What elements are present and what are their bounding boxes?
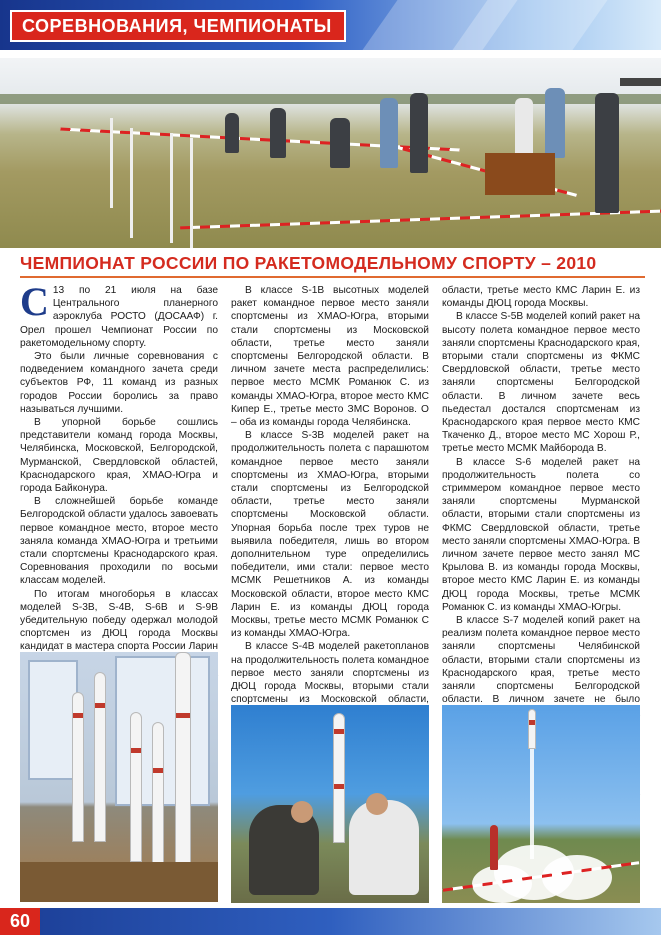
article-paragraph: В классе S-4B моделей ракетопланов на продолжительность полета командное первое место заняли спортсмены из ДЮЦ города Москвы, вторыми стали спортсмены из Московской области, xyxy=(231,641,429,706)
article-paragraph: С 13 по 21 июля на базе Центрального планерного аэроклуба РОСТО (ДОСААФ) г. Орел прошел Чемпионат России по ракетомодельному спорту. xyxy=(20,279,218,349)
photo-rocket-launch xyxy=(442,705,640,903)
article-paragraph: В сложнейшей борьбе команде Белгородской области удалось завоевать первое командное место, второе место заняла команда ХМАО-Югра и третьими стали спортсмены Краснодарского края. Соревнования проходили по восьми классам моделей. xyxy=(20,496,218,587)
article-paragraph: В классе S-3B моделей ракет на продолжительность полета с парашютом командное первое место заняли спортсмены из ХМАО-Югра, вторыми стали спортсмены из Белгородской области, третье место заняли спортсмены Московской области. Упорная борьба после трех туров не выявила победителя, лишь во втором дополнительном туре определились победители, ими стали: первое место МСМК Решетников А. из команды Московской области, второе место КМС Ларин Е. из команды ДЮЦ города Москвы, третье место МСМК Романюк С из команды ХМАО-Югра. xyxy=(231,430,429,640)
article-paragraph: В классе S-5B моделей копий ракет на высоту полета командное первое место заняли спортсмены Краснодарского края, вторыми стали спортсмены из ФКМС Свердловской области, третье место заняли спортсмены Белгородской области. В личном зачете весь пьедестал достался спортсменам из Краснодарского края первое место КМС Ткаченко Д., второе место МС Хорош Р., третье место МСМК Майборода В. xyxy=(442,311,640,455)
article-paragraph: По итогам многоборья в классах моделей S-3B, S-4B, S-6B и S-9B убедительную победу одержал молодой спортсмен из ДЮЦ города Москвы кандидат в мастера спорта России Ларин xyxy=(20,588,218,653)
article-paragraph: Это были личные соревнования с подведением командного зачета среди субъектов РФ, 11 команд из разных городов России боролись за право называться лучшими. xyxy=(20,351,218,415)
bottom-banner xyxy=(0,908,661,935)
drop-cap: С xyxy=(20,279,49,324)
photo-rocket-models-display xyxy=(20,652,218,902)
article-headline: ЧЕМПИОНАТ РОССИИ ПО РАКЕТОМОДЕЛЬНОМУ СПОРТУ – 2010 xyxy=(20,253,597,273)
section-header xyxy=(10,10,346,42)
article-paragraph: области, третье место КМС Ларин Е. из команды ДЮЦ города Москвы. xyxy=(442,285,640,310)
page-number: 60 xyxy=(0,908,40,935)
article-paragraph: В классе S-1B высотных моделей ракет командное первое место заняли спортсмены из ХМАО-Югра, вторыми стали спортсмены из Московской области, третье место заняли спортсмены Белгородской области. В личном зачете места распределились: первое место МСМК Романюк С. из команды ХМАО-Югра, второе место КМС Кипер Е., третье место ЗМС Воронов. О – оба из команды города Челябинска. xyxy=(231,285,429,429)
top-photo-launch-field xyxy=(0,58,661,248)
article-paragraph: В классе S-7 моделей копий ракет на реализм полета командное первое место заняли спортсмены Челябинской области, вторыми стали спортсмены из Краснодарского края, третье место заняли спортсмены Белгородской области. В личном зачете не было xyxy=(442,615,640,706)
article-paragraph: В классе S-6 моделей ракет на продолжительность полета со стриммером командное первое место заняли спортсмены Мурманской области, вторыми стали спортсмены из ФКМС Свердловской области, третье место заняли спортсмены ХМАО-Югра. В личном зачете первое место занял МС Крылова В. из команды города Москвы, второе место КМС Ларин Е. из команды ДЮЦ города Москвы, третье МСМК Романюк С. из команды ХМАО-Югры. xyxy=(442,456,640,613)
section-header-text: СОРЕВНОВАНИЯ, ЧЕМПИОНАТЫ xyxy=(22,16,332,36)
photo-rocket-preparation xyxy=(231,705,429,903)
headline-rule xyxy=(20,276,645,278)
article-paragraph: В упорной борьбе сошлись представители команд города Москвы, Челябинска, Московской, Белгородской, Мурманской, Свердловской областей, Краснодарского края, ХМАО-Югра и города Байконура. xyxy=(20,417,218,495)
